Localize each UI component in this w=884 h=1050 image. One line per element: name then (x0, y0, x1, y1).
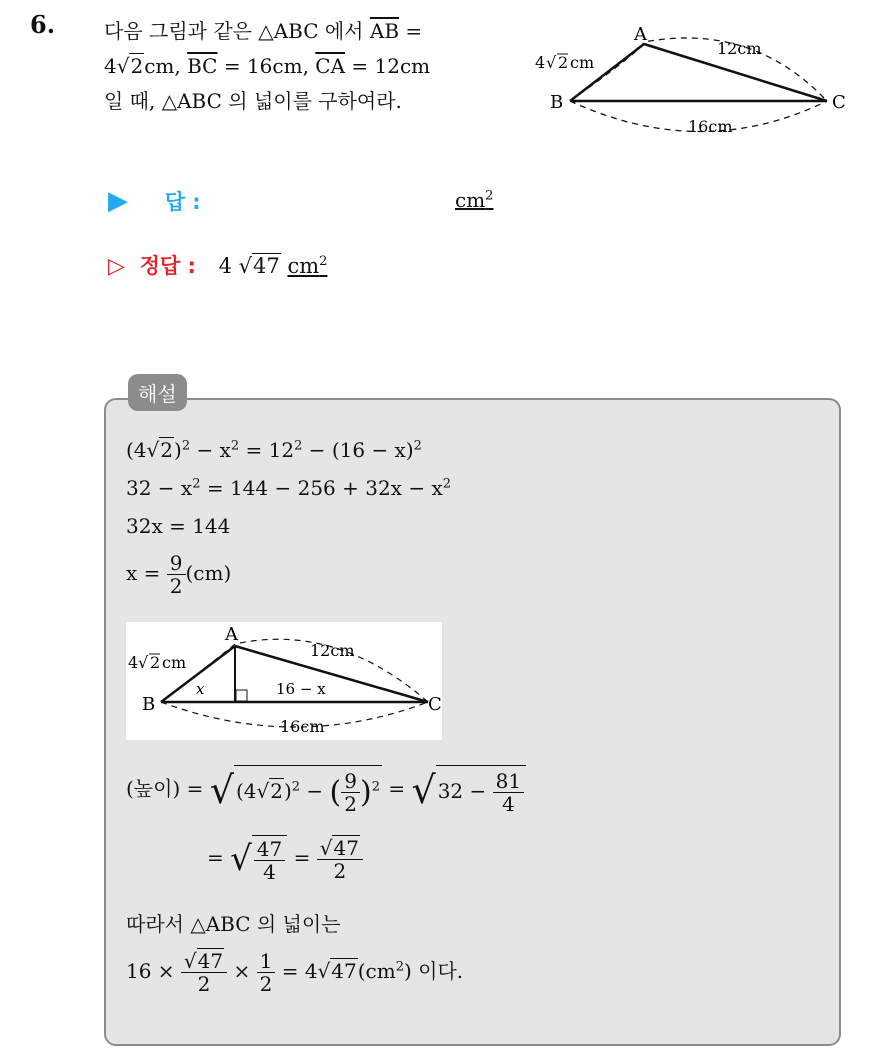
correct-answer-value: 4 √47 $cm^2$ (218, 254, 328, 278)
correct-marker-icon: ▷ (108, 254, 125, 279)
solution-height-line-2: = √ $\frac{47}{4}$ = $\frac{√47}{2}$ (207, 835, 363, 883)
right-angle-mark (236, 690, 247, 701)
question-line-3: 일 때, △ABC 의 넓이를 구하여라. (104, 89, 402, 113)
svg-text:√: √ (138, 653, 149, 672)
solution-line-4: x = $\frac{9}{2}$ (cm) (126, 551, 232, 598)
triangle-figure (522, 22, 862, 152)
side-ab-label (535, 53, 594, 72)
svg-text:12cm: 12cm (310, 641, 355, 660)
side-ca-label: 12cm (717, 39, 762, 58)
solution-height-line: (높이) = √ $(4√2)^2$ − ( $\frac{9}{2}$ )$^2$ = √ 32 − $\frac{81}{4}$ (126, 765, 526, 815)
svg-text:4: 4 (535, 53, 546, 72)
triangle-height-figure (126, 622, 442, 740)
vertex-a-label: A (634, 24, 647, 45)
vertex-b-label: B (550, 92, 564, 113)
svg-text:cm: cm (162, 653, 187, 672)
question-line-2: 4√2cm, $\overline{BC} = 16cm$, $\overline{CA} = 12cm$ (104, 54, 431, 78)
answer-row (108, 186, 201, 216)
solution-line-3: 32x = 144 (126, 514, 231, 538)
dashed-arc-top (570, 38, 827, 101)
answer-label: 답 : (164, 190, 201, 214)
svg-text:cm: cm (570, 53, 595, 72)
correct-answer-row (108, 250, 327, 280)
svg-text:B: B (142, 694, 156, 715)
correct-answer-label: 정답 : (139, 254, 196, 278)
svg-text:4: 4 (128, 653, 139, 672)
svg-text:16cm: 16cm (280, 717, 325, 736)
svg-text:2: 2 (150, 653, 161, 672)
solution-tab: 해설 (128, 374, 187, 411)
solution-line-2: $32 - x^2 = 144 - 256 + 32x - x^2$ (126, 476, 452, 500)
answer-marker-icon: ▶ (108, 186, 128, 216)
svg-text:√: √ (546, 53, 557, 72)
solution-line-1: $(4√2)^2 - x^2 = 12^2 - (16 - x)^2$ (126, 438, 422, 462)
question-text (104, 14, 514, 119)
answer-unit: $cm^2$ (455, 188, 494, 212)
question-number: 6. (30, 10, 56, 39)
svg-text:C: C (428, 694, 442, 715)
segment-x-label: x (196, 680, 205, 698)
svg-text:2: 2 (558, 53, 569, 72)
side-bc-label: 16cm (688, 117, 733, 136)
svg-text:A: A (225, 624, 238, 645)
solution-line-8: 16 × $\frac{√47}{2}$ × $\frac{1}{2}$ = $4√47(cm^2)$ 이다. (126, 949, 464, 996)
vertex-c-label: C (832, 92, 846, 113)
solution-line-7: 따라서 △ABC 의 넓이는 (126, 912, 341, 936)
segment-rest-label: 16 − x (276, 680, 326, 698)
question-line-1: 다음 그림과 같은 △ABC 에서 $\overline{AB}$ = (104, 19, 423, 43)
